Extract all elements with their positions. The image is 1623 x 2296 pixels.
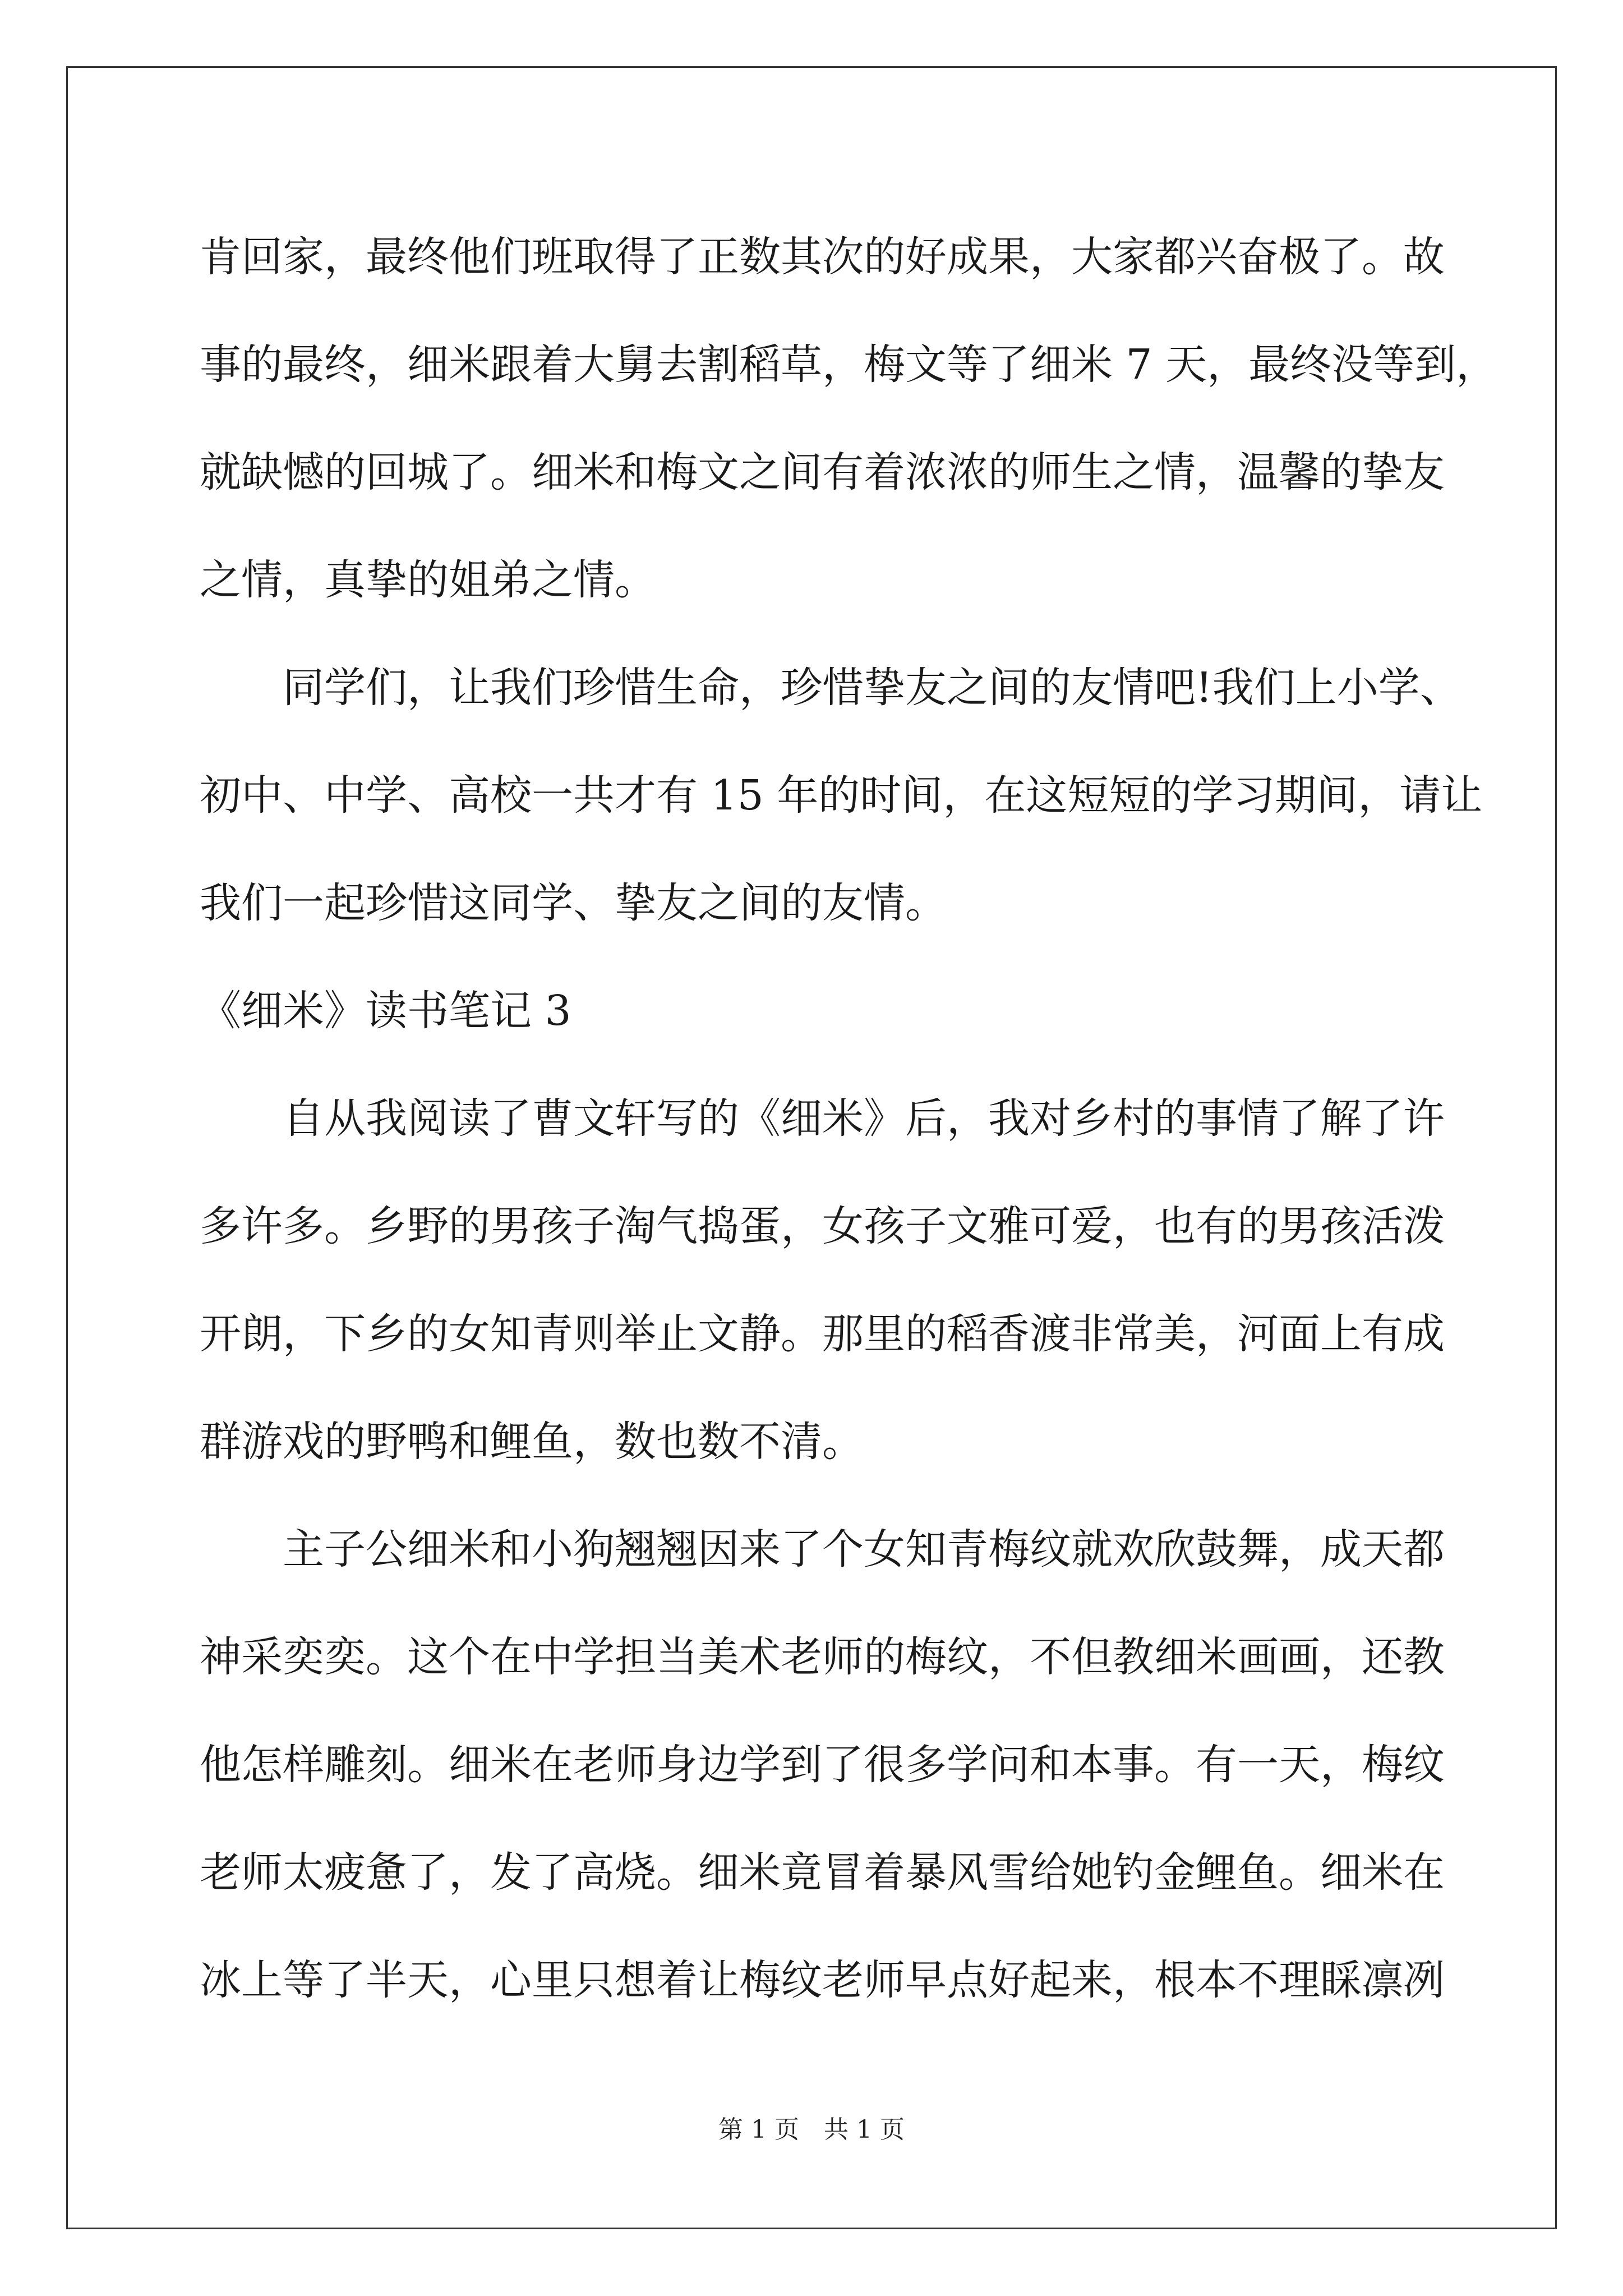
text-line: 初中、中学、高校一共才有 15 年的时间，在这短短的学习期间，请让 bbox=[200, 771, 1483, 820]
text-line: 他怎样雕刻。细米在老师身边学到了很多学问和本事。有一天，梅纹 bbox=[200, 1741, 1445, 1789]
text-line: 老师太疲惫了，发了高烧。细米竟冒着暴风雪给她钓金鲤鱼。细米在 bbox=[200, 1848, 1445, 1897]
text-line: 多许多。乡野的男孩子淘气捣蛋，女孩子文雅可爱，也有的男孩活泼 bbox=[200, 1202, 1445, 1250]
document-body bbox=[200, 203, 1498, 2034]
text-line: 我们一起珍惜这同学、挚友之间的友情。 bbox=[200, 879, 947, 927]
text-line: 之情，真挚的姐弟之情。 bbox=[200, 556, 656, 604]
text-line: 神采奕奕。这个在中学担当美术老师的梅纹，不但教细米画画，还教 bbox=[200, 1633, 1445, 1681]
section-heading: 《细米》读书笔记 3 bbox=[200, 987, 571, 1035]
text-line: 肯回家，最终他们班取得了正数其次的好成果，大家都兴奋极了。故 bbox=[200, 233, 1445, 281]
text-line: 冰上等了半天，心里只想着让梅纹老师早点好起来，根本不理睬凛冽 bbox=[200, 1956, 1445, 2004]
paragraph-first-line: 同学们，让我们珍惜生命，珍惜挚友之间的友情吧!我们上小学、 bbox=[283, 664, 1461, 712]
text-line: 群游戏的野鸭和鲤鱼，数也数不清。 bbox=[200, 1418, 864, 1466]
paragraph-first-line: 主子公细米和小狗翘翘因来了个女知青梅纹就欢欣鼓舞，成天都 bbox=[283, 1525, 1445, 1573]
text-line: 事的最终，细米跟着大舅去割稻草，梅文等了细米 7 天，最终没等到， bbox=[200, 341, 1498, 389]
page-footer: 第 1 页 共 1 页 bbox=[718, 2115, 905, 2144]
paragraph-first-line: 自从我阅读了曹文轩写的《细米》后，我对乡村的事情了解了许 bbox=[283, 1094, 1445, 1143]
text-line: 开朗，下乡的女知青则举止文静。那里的稻香渡非常美，河面上有成 bbox=[200, 1310, 1445, 1358]
text-line: 就缺憾的回城了。细米和梅文之间有着浓浓的师生之情，温馨的挚友 bbox=[200, 448, 1445, 496]
